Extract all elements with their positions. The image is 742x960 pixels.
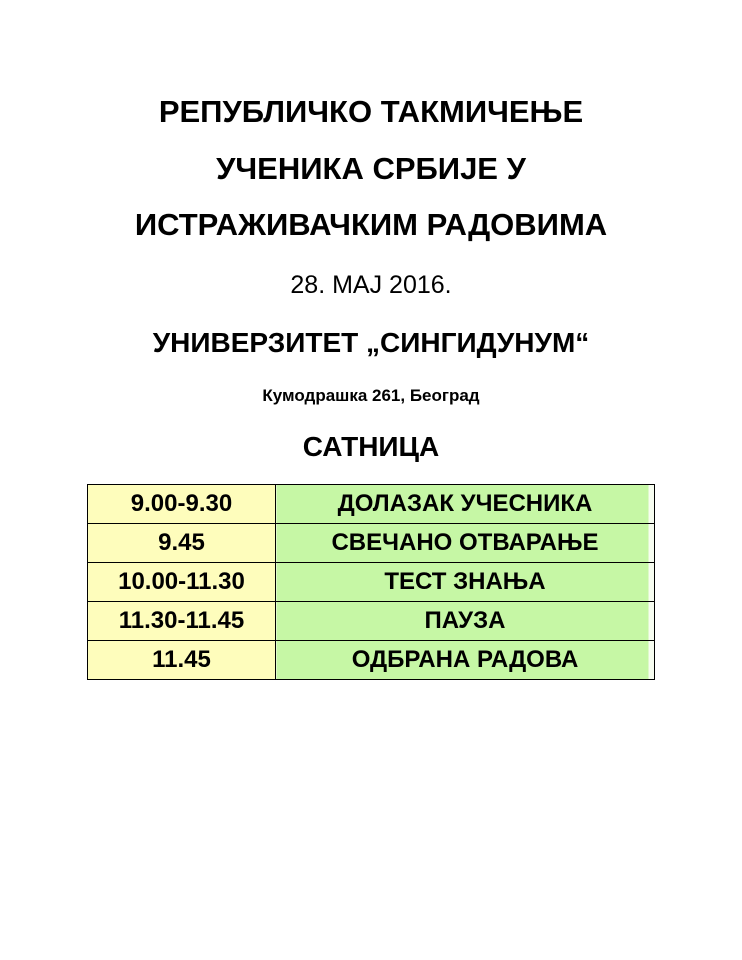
title-line-3: ИСТРАЖИВАЧКИМ РАДОВИМА [134,207,608,242]
schedule-time: 10.00-11.30 [88,563,276,602]
schedule-time: 11.30-11.45 [88,602,276,641]
table-row [88,485,655,524]
schedule-event: ТЕСТ ЗНАЊА [276,563,655,602]
schedule-event: ОДБРАНА РАДОВА [276,641,655,680]
table-row [88,602,655,641]
event-date: 28. МАЈ 2016. [290,271,452,299]
title-line-1: РЕПУБЛИЧКО ТАКМИЧЕЊЕ [158,94,584,129]
table-row [88,641,655,680]
venue-address: Кумодрашка 261, Београд [262,386,480,405]
schedule-event: СВЕЧАНО ОТВАРАЊЕ [276,524,655,563]
table-row [88,524,655,563]
schedule-time: 9.00-9.30 [88,485,276,524]
venue-name: УНИВЕРЗИТЕТ „СИНГИДУНУМ“ [152,327,590,358]
schedule-event: ДОЛАЗАК УЧЕСНИКА [276,485,655,524]
title-line-2: УЧЕНИКА СРБИЈЕ У [216,151,526,186]
schedule-title: САТНИЦА [302,431,440,462]
schedule-table [87,484,655,680]
table-row [88,563,655,602]
schedule-time: 9.45 [88,524,276,563]
schedule-event: ПАУЗА [276,602,655,641]
schedule-time: 11.45 [88,641,276,680]
